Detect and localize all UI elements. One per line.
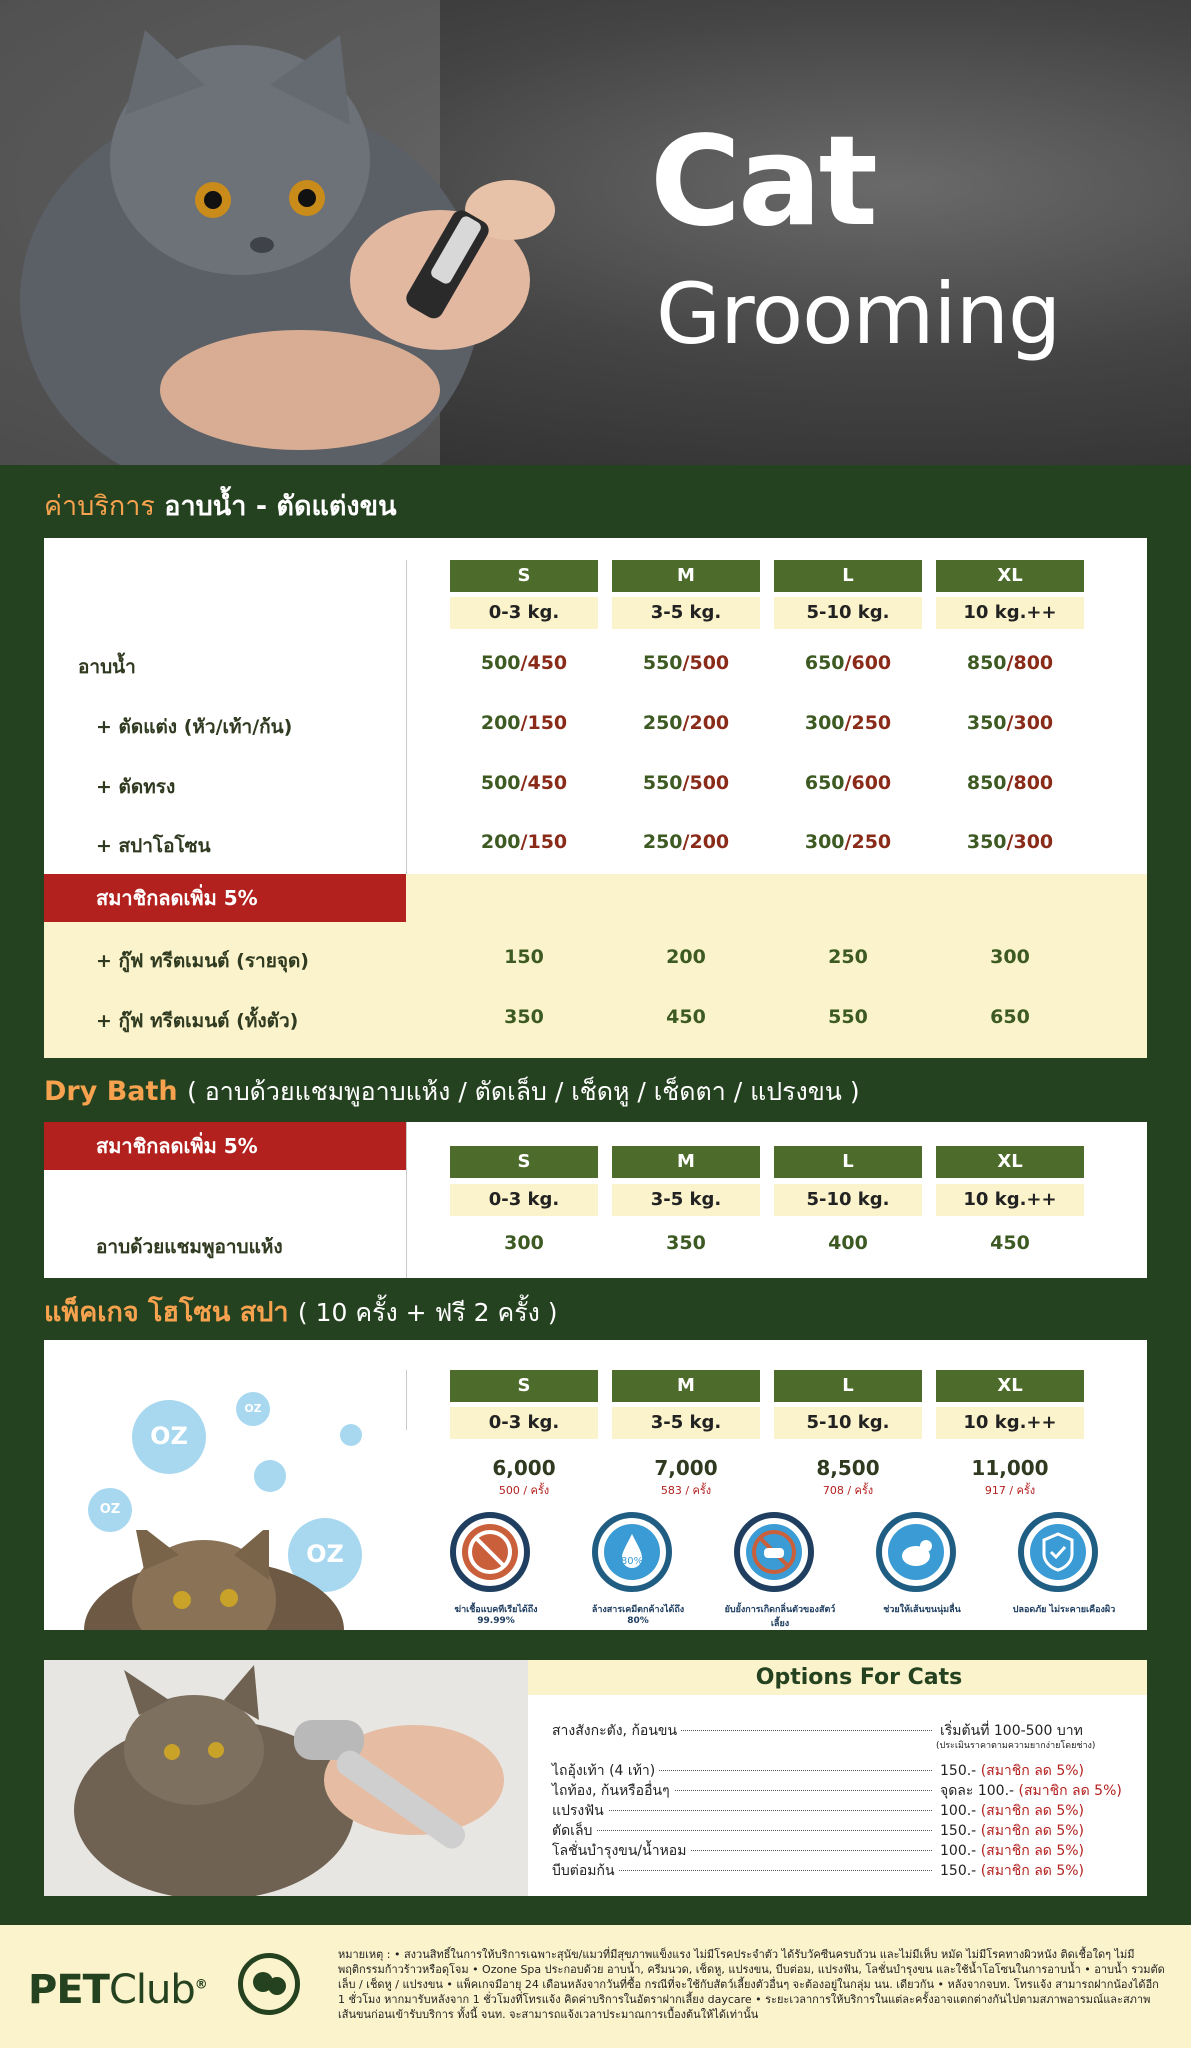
size-header-xl: XL [936,1370,1084,1402]
ozone-bubble-icon [254,1460,286,1492]
size-header-s: S [450,1370,598,1402]
cat-photo [64,1530,344,1630]
footer-notes: หมายเหตุ : • สงวนสิทธิ์ในการให้บริการเฉพาะสุนัข/แมวที่มีสุขภาพแข็งแรง ไม่มีโรคประจำตัว ได้รับวัคซีนครบถ้วน และไม่มีเห็บ หมัด ไม่มีโรคทางผิวหนัง ติดเชื้อใดๆ ไม่มีพฤติกรรมก้าวร้าวหรือดุโจม • Ozone Spa ประกอบด้วย อาบน้ำ, ครีมนวด, เช็ดหู, แปรงขน, บีบต่อม, แปรงฟัน, โลชั่นบำรุงขน และใช้น้ำโอโซนในการอาบน้ำ • อาบน้ำ รวมตัดเล็บ / เช็ดหู / แปรงขน • แพ็คเกจมีอายุ 24 เดือนหลังจากวันที่ซื้อ กรณีที่จะใช้กับสัตว์เลี้ยงตัวอื่นๆ จะต้องอยู่ในกลุ่ม นน. เดียวกัน • หลังจากจบท. โทรแจ้ง สามารถฝากน้องได้อีก 1 ชั่วโมง หากมารับหลังจาก 1 ชั่วโมงที่โทรแจ้ง คิดค่าบริการในอัตราฝากเลี้ยง daycare • ระยะเวลาการให้บริการในแต่ละครั้งอาจแตกต่างกันไปตามสภาพอารมณ์และสภาพเส้นขนก่อนเข้ารับบริการ ทั้งนี้ จนท. จะสามารถแจ้งเวลาประมาณการเบื้องต้นให้ได้เท่านั้น [338,1948,1165,2021]
row-label-cut: + ตัดทรง [96,776,176,798]
hero-title-cat: Cat [650,110,875,254]
cat-grooming-photo [0,0,1191,465]
size-header-m: M [612,560,760,592]
price-cell: 350 [666,1232,706,1254]
row-label-ozone-spa: + สปาโอโซน [96,835,211,857]
odor-control-badge-icon: ยับยั้งการเกิดกลิ่นตัวของสัตว์เลี้ยง [734,1512,814,1592]
section2-heading-title: Dry Bath [44,1076,178,1107]
weight-m: 3-5 kg. [612,1184,760,1216]
row-label-trim: + ตัดแต่ง (หัว/เท้า/ก้น) [96,716,293,738]
ozone-bubble-icon: OZ [288,1518,362,1592]
package-price-m: 7,000 583 / ครั้ง [654,1456,718,1497]
price-cell: 300 [504,1232,544,1254]
weight-l: 5-10 kg. [774,1184,922,1216]
price-cell: 250/200 [642,831,730,853]
chemical-residue-badge-icon: 80% ล้างสารเคมีตกค้างได้ถึง 80% [592,1512,672,1592]
weight-s: 0-3 kg. [450,1407,598,1439]
section2-heading-sub: ( อาบด้วยแชมพูอาบแห้ง / ตัดเล็บ / เช็ดหู / เช็ดตา / แปรงขน ) [187,1077,860,1106]
weight-s: 0-3 kg. [450,1184,598,1216]
ozone-bubble-icon: OZ [236,1392,270,1426]
hero-banner [0,0,1191,465]
hero-title-grooming: Grooming [656,265,1061,363]
price-cell: 850/800 [966,772,1054,794]
size-header-l: L [774,560,922,592]
weight-m: 3-5 kg. [612,597,760,629]
footer [0,1925,1191,2048]
price-cell: 500/450 [480,652,568,674]
section1-heading-light: ค่าบริการ [44,491,155,522]
section3-heading [44,1290,558,1333]
weight-s: 0-3 kg. [450,597,598,629]
price-cell: 550 [828,1006,868,1028]
member-discount-banner: สมาชิกลดเพิ่ม 5% [44,1122,406,1170]
section3-package-table [44,1340,1147,1630]
section3-heading-title: แพ็คเกจ โฮโซน สปา [44,1297,289,1328]
price-cell: 650 [990,1006,1030,1028]
package-price-l: 8,500 708 / ครั้ง [816,1456,880,1497]
price-cell: 300/250 [804,831,892,853]
ozone-bubble-icon: OZ [132,1400,206,1474]
price-cell: 300/250 [804,712,892,734]
ozone-bubble-icon [340,1424,362,1446]
options-title: Options For Cats [528,1660,1147,1695]
section1-heading [44,484,397,527]
price-cell: 250 [828,946,868,968]
brand-logo: PETClub® [28,1967,207,2013]
weight-xl: 10 kg.++ [936,597,1084,629]
price-cell: 300 [990,946,1030,968]
price-cell: 350 [504,1006,544,1028]
price-cell: 400 [828,1232,868,1254]
options-panel: Options For Cats สางสังกะตัง, ก้อนขน เริ่มต้นที่ 100-500 บาท (ประเมินราคาตามความยากง่ายโดยช่าง) ไถอุ้งเท้า (4 เท้า) 150.- (สมาชิก ลด 5%) ไถท้อง, ก้นหรืออื่นๆ จุดละ 100.- (สมาชิก ลด 5%) แปรงฟัน 100.- (สมาชิก ลด 5%) ตัดเล็บ 150.- (สมาชิก ลด 5%) โลชั่นบำรุงขน/น้ำหอม 100.- (สมาชิก ลด 5%) บีบต่อมก้น 150.- (สมาชิก ลด 5%) [44,1660,1147,1896]
size-header-m: M [612,1146,760,1178]
weight-xl: 10 kg.++ [936,1407,1084,1439]
price-cell: 150 [504,946,544,968]
row-label-treatment-spot: + กู๊ฟ ทรีตเมนต์ (รายจุด) [96,950,309,972]
size-header-l: L [774,1370,922,1402]
size-header-s: S [450,560,598,592]
price-cell: 850/800 [966,652,1054,674]
section1-price-table [44,538,1147,1058]
weight-m: 3-5 kg. [612,1407,760,1439]
weight-l: 5-10 kg. [774,597,922,629]
weight-xl: 10 kg.++ [936,1184,1084,1216]
section2-price-table [44,1122,1147,1278]
svg-text:80%: 80% [620,1556,644,1567]
size-header-xl: XL [936,560,1084,592]
price-cell: 250/200 [642,712,730,734]
price-cell: 350/300 [966,712,1054,734]
member-discount-banner: สมาชิกลดเพิ่ม 5% [44,874,406,922]
section3-heading-sub: ( 10 ครั้ง + ฟรี 2 ครั้ง ) [297,1298,558,1327]
size-header-s: S [450,1146,598,1178]
row-label-treatment-full: + กู๊ฟ ทรีตเมนต์ (ทั้งตัว) [96,1010,299,1032]
price-cell: 550/500 [642,652,730,674]
size-header-m: M [612,1370,760,1402]
price-cell: 650/600 [804,772,892,794]
price-cell: 350/300 [966,831,1054,853]
size-header-xl: XL [936,1146,1084,1178]
price-cell: 200 [666,946,706,968]
cat-shower-photo [44,1660,528,1896]
package-price-xl: 11,000 917 / ครั้ง [971,1456,1049,1497]
safety-shield-badge-icon: ปลอดภัย ไม่ระคายเคืองผิว [1018,1512,1098,1592]
size-header-l: L [774,1146,922,1178]
section2-heading [44,1072,860,1112]
price-cell: 650/600 [804,652,892,674]
ozone-bubble-icon: OZ [88,1488,132,1532]
package-price-s: 6,000 500 / ครั้ง [492,1456,556,1497]
soft-coat-badge-icon: ช่วยให้เส้นขนนุ่มลื่น [876,1512,956,1592]
price-cell: 200/150 [480,831,568,853]
row-label-bath: อาบน้ำ [78,656,136,678]
price-cell: 450 [666,1006,706,1028]
section1-heading-bold: อาบน้ำ - ตัดแต่งขน [164,491,397,522]
price-cell: 500/450 [480,772,568,794]
row-label-dry-shampoo: อาบด้วยแชมพูอาบแห้ง [96,1236,283,1258]
weight-l: 5-10 kg. [774,1407,922,1439]
antibacterial-badge-icon: ฆ่าเชื้อแบคทีเรียได้ถึง 99.99% [450,1512,530,1592]
pet-club-emblem-icon [238,1953,300,2015]
price-cell: 450 [990,1232,1030,1254]
price-cell: 550/500 [642,772,730,794]
price-cell: 200/150 [480,712,568,734]
